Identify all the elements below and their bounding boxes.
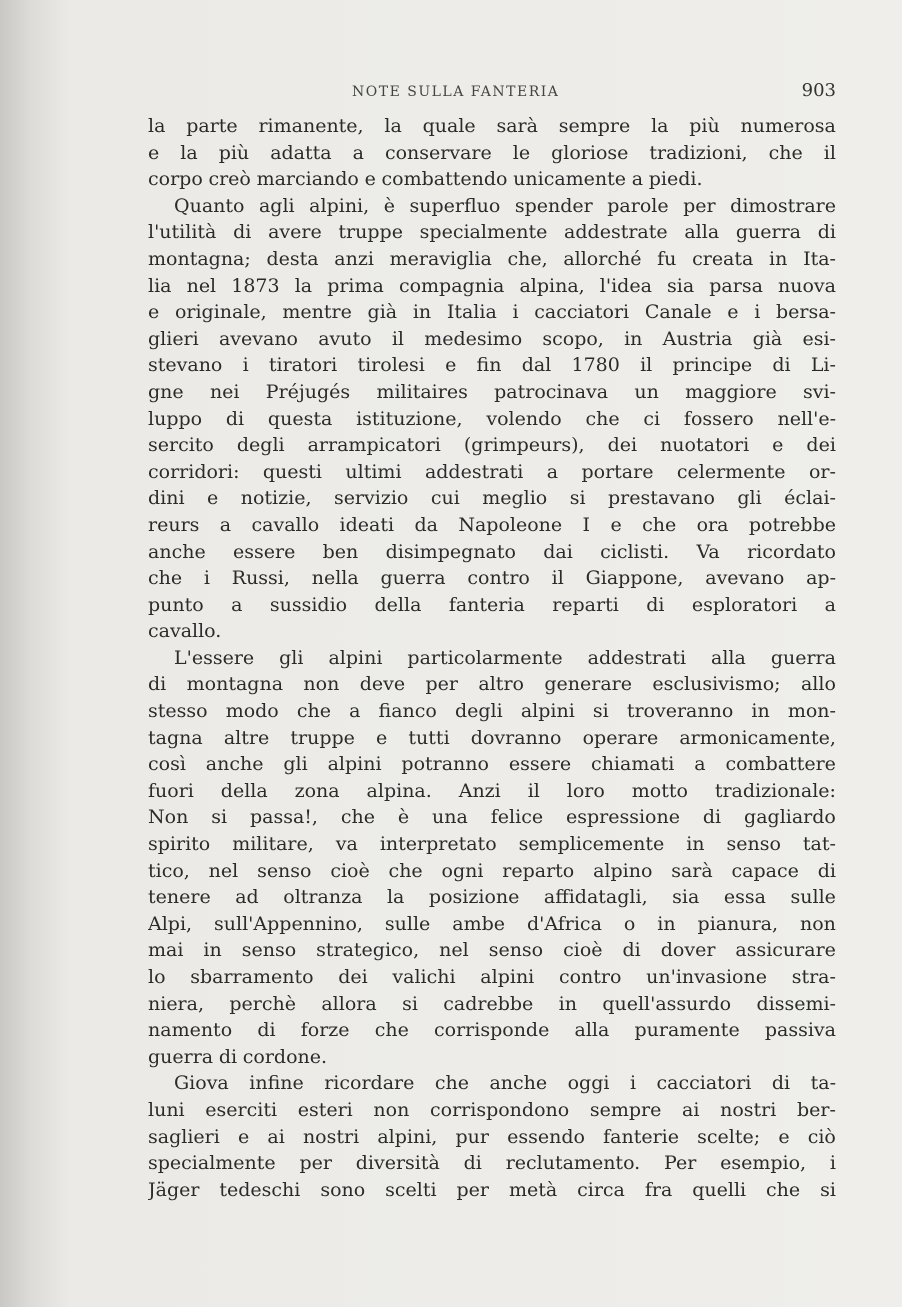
text-line: Non si passa!, che è una felice espressione di gagliardo	[148, 806, 836, 829]
text-line: cavallo.	[148, 620, 222, 643]
text-line: Alpi, sull'Appennino, sulle ambe d'Africa o in pianura, non	[148, 912, 836, 935]
text-line: di montagna non deve per altro generare esclusivismo; allo	[148, 673, 836, 696]
text-line: Jäger tedeschi sono scelti per metà circa fra quelli che si	[148, 1178, 836, 1201]
text-line: lo sbarramento dei valichi alpini contro un'invasione stra-	[148, 966, 836, 988]
text-line: fuori della zona alpina. Anzi il loro motto tradizionale:	[148, 779, 836, 802]
text-line: così anche gli alpini potranno essere chiamati a combattere	[148, 753, 836, 776]
text-line: punto a sussidio della fanteria reparti di esploratori a	[148, 593, 836, 616]
text-line: Quanto agli alpini, è superfluo spender parole per dimostrare	[174, 194, 836, 217]
text-line: sercito degli arrampicatori (grimpeurs), dei nuotatori e dei	[148, 434, 836, 457]
text-line: glieri avevano avuto il medesimo scopo, in Austria già esi-	[148, 327, 836, 350]
page-number: 903	[801, 80, 836, 101]
text-line: la parte rimanente, la quale sarà sempre la più numerosa	[148, 115, 836, 137]
text-line: stesso modo che a fianco degli alpini si troveranno in mon-	[148, 700, 836, 723]
text-line: corridori: questi ultimi addestrati a portare celermente or-	[148, 460, 836, 483]
text-line: l'utilità di avere truppe specialmente addestrate alla guerra di	[148, 221, 836, 244]
text-line: specialmente per diversità di reclutamento. Per esempio, i	[148, 1152, 836, 1175]
running-head	[148, 78, 836, 108]
body-text	[148, 113, 836, 1203]
text-line: anche essere ben disimpegnato dai ciclisti. Va ricordato	[148, 540, 836, 563]
text-line: luppo di questa istituzione, volendo che ci fossero nell'e-	[148, 407, 836, 430]
text-line: gne nei Préjugés militaires patrocinava un maggiore svi-	[148, 380, 836, 403]
text-line: saglieri e ai nostri alpini, pur essendo fanterie scelte; e ciò	[148, 1125, 836, 1148]
text-line: e originale, mentre già in Italia i cacciatori Canale e i bersa-	[148, 301, 836, 324]
text-line: reurs a cavallo ideati da Napoleone I e che ora potrebbe	[148, 513, 836, 536]
text-line: guerra di cordone.	[148, 1045, 328, 1068]
text-line: niera, perchè allora si cadrebbe in quell'assurdo dissemi-	[148, 992, 836, 1015]
text-line: stevano i tiratori tirolesi e fin dal 1780 il principe di Li-	[148, 354, 836, 377]
text-line: dini e notizie, servizio cui meglio si prestavano gli éclai-	[148, 487, 836, 510]
text-line: L'essere gli alpini particolarmente addestrati alla guerra	[174, 646, 836, 669]
text-line: tagna altre truppe e tutti dovranno operare armonicamente,	[148, 726, 836, 749]
text-line: corpo creò marciando e combattendo unicamente a piedi.	[148, 168, 703, 191]
text-line: lia nel 1873 la prima compagnia alpina, l'idea sia parsa nuova	[148, 274, 836, 297]
text-line: namento di forze che corrisponde alla puramente passiva	[148, 1019, 836, 1042]
text-line: luni eserciti esteri non corrispondono sempre ai nostri ber-	[148, 1098, 836, 1121]
text-line: tenere ad oltranza la posizione affidatagli, sia essa sulle	[148, 886, 836, 909]
text-line: tico, nel senso cioè che ogni reparto alpino sarà capace di	[148, 859, 836, 882]
running-title: NOTE SULLA FANTERIA	[352, 84, 560, 100]
text-line: montagna; desta anzi meraviglia che, allorché fu creata in Ita-	[148, 247, 836, 270]
text-line: e la più adatta a conservare le gloriose tradizioni, che il	[148, 141, 836, 164]
text-line: Giova infine ricordare che anche oggi i cacciatori di ta-	[174, 1072, 836, 1095]
text-line: spirito militare, va interpretato semplicemente in senso tat-	[148, 833, 836, 856]
text-line: che i Russi, nella guerra contro il Giappone, avevano ap-	[148, 567, 836, 590]
text-line: mai in senso strategico, nel senso cioè di dover assicurare	[148, 939, 836, 962]
